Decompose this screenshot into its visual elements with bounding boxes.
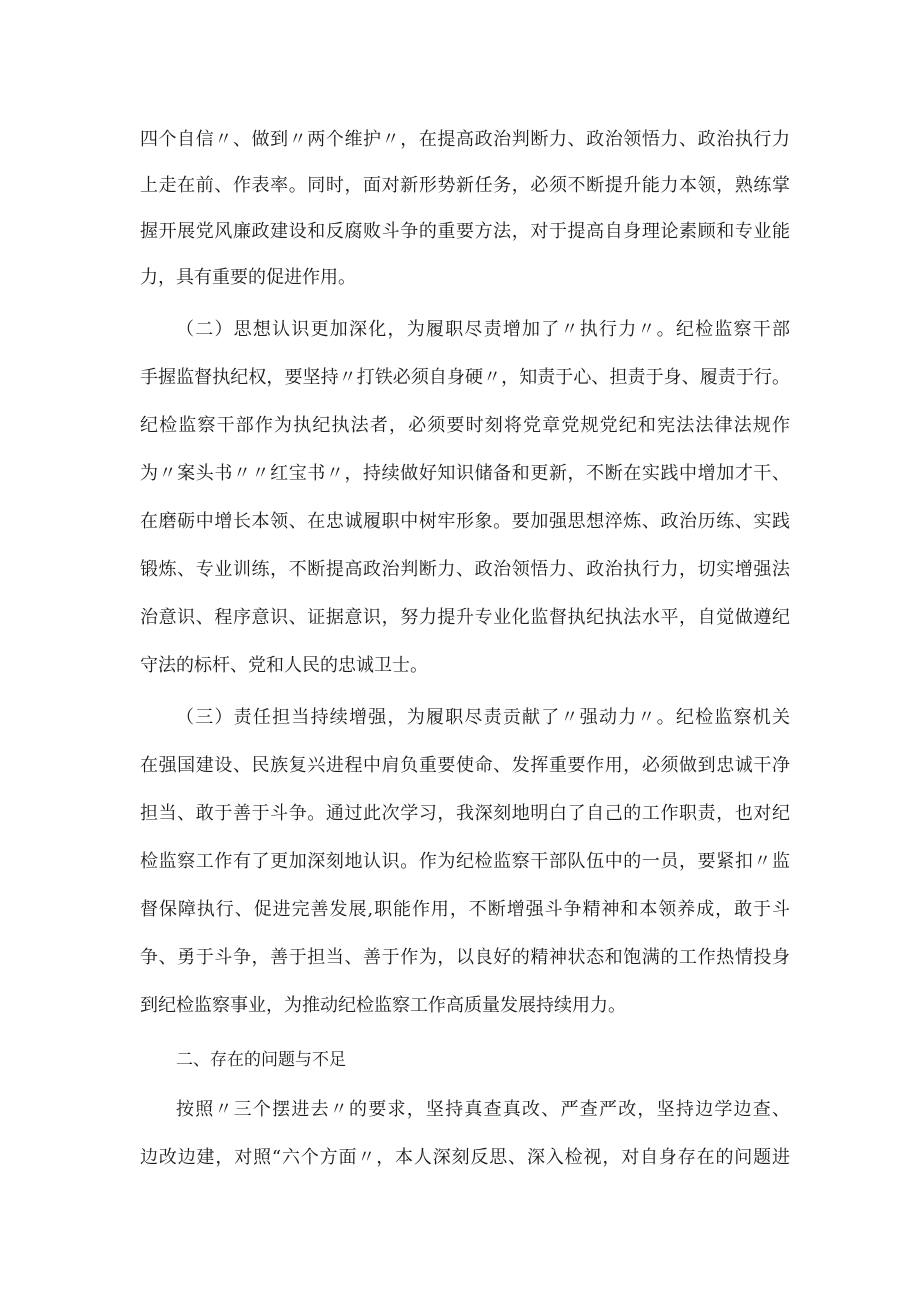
text-line: 守法的标杆、党和人民的忠诚卫士。 (140, 655, 428, 676)
section-heading: 二、存在的问题与不足 (176, 1050, 346, 1070)
text-line: 锻炼、专业训练，不断提高政治判断力、政治领悟力、政治执行力，切实增强法 (140, 559, 790, 580)
text-line: （二）思想认识更加深化，为履职尽责增加了〃执行力〃。纪检监察干部 (176, 319, 790, 340)
text-line: 四个自信〃、做到〃两个维护〃，在提高政治判断力、政治领悟力、政治执行力 (140, 129, 790, 150)
text-line: （三）责任担当持续增强，为履职尽责贡献了〃强动力〃。纪检监察机关 (176, 707, 790, 728)
text-line: 上走在前、作表率。同时，面对新形势新任务，必须不断提升能力本领，熟练掌 (140, 175, 790, 196)
text-line: 力，具有重要的促进作用。 (140, 267, 356, 288)
text-line: 按照〃三个摆进去〃的要求，坚持真查真改、严查严改，坚持边学边查、 (176, 1099, 790, 1120)
text-line: 边改边建，对照“六个方面〃，本人深刻反思、深入检视，对自身存在的问题进 (140, 1147, 790, 1168)
text-line: 担当、敢于善于斗争。通过此次学习，我深刻地明白了自己的工作职责，也对纪 (140, 803, 790, 824)
text-line: 在磨砺中增长本领、在忠诚履职中树牢形象。要加强思想淬炼、政治历练、实践 (140, 511, 790, 532)
text-line: 治意识、程序意识、证据意识，努力提升专业化监督执纪执法水平，自觉做遵纪 (140, 607, 790, 628)
text-line: 手握监督执纪权，要坚持〃打铁必须自身硬〃，知责于心、担责于身、履责于行。 (140, 367, 790, 388)
text-line: 为〃案头书〃〃红宝书〃，持续做好知识储备和更新，不断在实践中增加才干、 (140, 463, 790, 484)
text-line: 纪检监察干部作为执纪执法者，必须要时刻将党章党规党纪和宪法法律法规作 (140, 415, 790, 436)
text-line: 督保障执行、促进完善发展,职能作用，不断增强斗争精神和本领养成，敢于斗 (140, 899, 790, 920)
text-line: 在强国建设、民族复兴进程中肩负重要使命、发挥重要作用，必须做到忠诚干净 (140, 755, 790, 776)
text-line: 争、勇于斗争，善于担当、善于作为，以良好的精神状态和饱满的工作热情投身 (140, 947, 790, 968)
text-line: 握开展党风廉政建设和反腐败斗争的重要方法，对于提高自身理论素顾和专业能 (140, 221, 790, 242)
text-line: 检监察工作有了更加深刻地认识。作为纪检监察干部队伍中的一员，要紧扣〃监 (140, 851, 790, 872)
text-line: 到纪检监察事业，为推动纪检监察工作高质量发展持续用力。 (140, 995, 626, 1016)
